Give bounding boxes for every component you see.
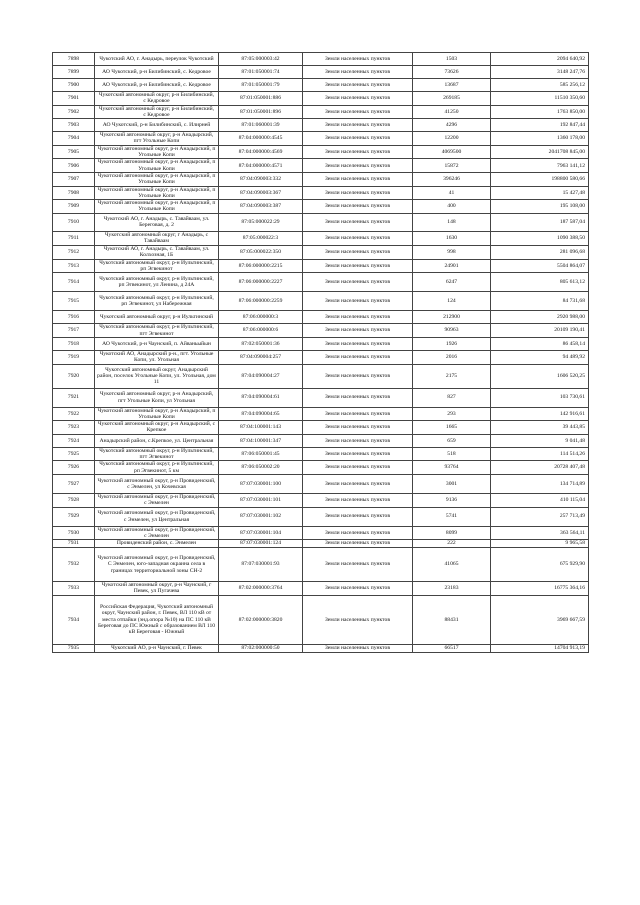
cadastral-value-cell: 5504 864,07: [491, 259, 589, 273]
area-cell: 400: [413, 200, 491, 214]
address-cell: Чукотский автономный округ, р-н Иультинский: [95, 311, 219, 324]
area-cell: 827: [413, 388, 491, 407]
cadastral-value-cell: 195 108,00: [491, 200, 589, 214]
table-row: [53, 434, 589, 447]
cadastral-value-cell: 103 730,61: [491, 388, 589, 407]
area-cell: 1630: [413, 231, 491, 245]
land-category-cell: Земли населенных пунктов: [303, 79, 413, 92]
cadastral-number-cell: 87:07:030001:124: [219, 540, 303, 548]
table-row: [53, 350, 589, 364]
table-row: [53, 145, 589, 159]
cadastral-value-cell: 1763 850,00: [491, 105, 589, 119]
row-number: 7929: [53, 507, 95, 526]
row-number: 7912: [53, 245, 95, 259]
area-cell: 23183: [413, 582, 491, 596]
row-number: 7899: [53, 66, 95, 79]
cadastral-value-cell: 3969 667,59: [491, 595, 589, 644]
table-body: [53, 53, 589, 653]
row-number: 7931: [53, 540, 95, 548]
address-cell: Чукотский АО, г. Анадырь, с. Тавайваам, ул. Колхозная, 1Б: [95, 245, 219, 259]
cadastral-number-cell: 87:04:000000:4545: [219, 132, 303, 146]
address-cell: Чукотский АО, р-н Чаунский, г. Певек: [95, 644, 219, 652]
table-row: [53, 461, 589, 475]
cadastral-value-cell: 142 916,61: [491, 407, 589, 421]
area-cell: 88431: [413, 595, 491, 644]
land-category-cell: Земли населенных пунктов: [303, 259, 413, 273]
address-cell: Чукотский автономный округ, р-н Провиденский, с Энмелен: [95, 493, 219, 507]
land-category-cell: Земли населенных пунктов: [303, 461, 413, 475]
cadastral-value-cell: 2094 640,92: [491, 53, 589, 66]
cadastral-value-cell: 114 514,26: [491, 447, 589, 461]
cadastral-number-cell: 87:01:050001:886: [219, 92, 303, 106]
cadastral-number-cell: 87:05:000022:3: [219, 231, 303, 245]
land-category-cell: Земли населенных пунктов: [303, 407, 413, 421]
land-category-cell: Земли населенных пунктов: [303, 213, 413, 231]
address-cell: Чукотский автономный округ, р-н Иультинский, пгт Эгвекинот: [95, 324, 219, 338]
table-row: [53, 337, 589, 350]
table-row: [53, 474, 589, 493]
area-cell: 8099: [413, 526, 491, 540]
land-category-cell: Земли населенных пунктов: [303, 105, 413, 119]
area-cell: 396246: [413, 172, 491, 186]
area-cell: 66517: [413, 644, 491, 652]
cadastral-number-cell: 87:05:000022:29: [219, 213, 303, 231]
table-row: [53, 92, 589, 106]
row-number: 7923: [53, 421, 95, 435]
table-row: [53, 364, 589, 388]
address-cell: Чукотский автономный округ, р-н Провиденский, с Энмелен, ул Центральная: [95, 507, 219, 526]
table-row: [53, 526, 589, 540]
land-category-cell: Земли населенных пунктов: [303, 526, 413, 540]
cadastral-value-cell: 585 256,12: [491, 79, 589, 92]
row-number: 7932: [53, 548, 95, 582]
area-cell: 998: [413, 245, 491, 259]
cadastral-value-cell: 198800 580,66: [491, 172, 589, 186]
land-category-cell: Земли населенных пунктов: [303, 644, 413, 652]
table-row: [53, 388, 589, 407]
table-row: [53, 493, 589, 507]
area-cell: 73626: [413, 66, 491, 79]
cadastral-number-cell: 87:04:090003:387: [219, 200, 303, 214]
table-row: [53, 507, 589, 526]
row-number: 7917: [53, 324, 95, 338]
cadastral-value-cell: 9 965,58: [491, 540, 589, 548]
land-category-cell: Земли населенных пунктов: [303, 474, 413, 493]
cadastral-value-cell: 39 443,85: [491, 421, 589, 435]
cadastral-number-cell: 87:07:030001:104: [219, 526, 303, 540]
address-cell: Чукотский автономный округ, р-н Билибинский, с Кедровое: [95, 105, 219, 119]
cadastral-value-cell: 192 847,44: [491, 119, 589, 132]
address-cell: Чукотский автономный округ, р-н Анадырский, п Угольные Копи: [95, 186, 219, 200]
cadastral-number-cell: 87:06:000000:2227: [219, 273, 303, 292]
area-cell: 1503: [413, 53, 491, 66]
row-number: 7933: [53, 582, 95, 596]
cadastral-value-cell: 86 458,14: [491, 337, 589, 350]
land-category-cell: Земли населенных пунктов: [303, 186, 413, 200]
land-category-cell: Земли населенных пунктов: [303, 548, 413, 582]
row-number: 7916: [53, 311, 95, 324]
area-cell: 12200: [413, 132, 491, 146]
table-row: [53, 273, 589, 292]
cadastral-value-cell: 257 713,49: [491, 507, 589, 526]
cadastral-number-cell: 87:02:000000:3820: [219, 595, 303, 644]
area-cell: 3001: [413, 474, 491, 493]
address-cell: Чукотский автономный округ, г Анадырь, с Тавайваам: [95, 231, 219, 245]
row-number: 7928: [53, 493, 95, 507]
cadastral-number-cell: 87:06:000000:6: [219, 324, 303, 338]
cadastral-number-cell: 87:04:100001:347: [219, 434, 303, 447]
cadastral-number-cell: 87:07:030001:93: [219, 548, 303, 582]
row-number: 7906: [53, 159, 95, 173]
cadastral-value-cell: 134 714,89: [491, 474, 589, 493]
land-plots-table: [52, 52, 589, 653]
address-cell: Чукотский АО, Анадырский р-н., пгт. Угольные Копи, ул. Угольная: [95, 350, 219, 364]
cadastral-number-cell: 87:06:050001:45: [219, 447, 303, 461]
area-cell: 5741: [413, 507, 491, 526]
land-category-cell: Земли населенных пунктов: [303, 172, 413, 186]
area-cell: 4296: [413, 119, 491, 132]
land-category-cell: Земли населенных пунктов: [303, 595, 413, 644]
cadastral-number-cell: 87:06:050002:20: [219, 461, 303, 475]
table-row: [53, 548, 589, 582]
table-row: [53, 407, 589, 421]
land-category-cell: Земли населенных пунктов: [303, 350, 413, 364]
row-number: 7907: [53, 172, 95, 186]
area-cell: 15872: [413, 159, 491, 173]
area-cell: 293: [413, 407, 491, 421]
land-category-cell: Земли населенных пунктов: [303, 493, 413, 507]
cadastral-number-cell: 87:05:000003:42: [219, 53, 303, 66]
address-cell: Чукотский автономный округ, р-н Анадырский, п Угольные Копи: [95, 200, 219, 214]
cadastral-number-cell: 87:06:000000:3: [219, 311, 303, 324]
address-cell: Чукотский автономный округ, р-н Анадырский, п Угольные Копи: [95, 145, 219, 159]
cadastral-number-cell: 87:07:030001:101: [219, 493, 303, 507]
land-category-cell: Земли населенных пунктов: [303, 540, 413, 548]
table-row: [53, 159, 589, 173]
land-category-cell: Земли населенных пунктов: [303, 66, 413, 79]
table-row: [53, 259, 589, 273]
cadastral-value-cell: 3148 247,76: [491, 66, 589, 79]
table-row: [53, 105, 589, 119]
area-cell: 1665: [413, 421, 491, 435]
cadastral-number-cell: 87:01:050001:74: [219, 66, 303, 79]
cadastral-value-cell: 9 041,48: [491, 434, 589, 447]
table-row: [53, 213, 589, 231]
cadastral-value-cell: 1090 388,50: [491, 231, 589, 245]
area-cell: 9136: [413, 493, 491, 507]
address-cell: Чукотский автономный округ, р-н Анадырский, п Угольные Копи: [95, 407, 219, 421]
land-category-cell: Земли населенных пунктов: [303, 388, 413, 407]
address-cell: Чукотский автономный округ, Анадырский район, поселок Угольные Копи, ул. Угольная, дом 11: [95, 364, 219, 388]
address-cell: АО Чукотский, р-н Билибинский, с. Илирней: [95, 119, 219, 132]
area-cell: 41065: [413, 548, 491, 582]
table-row: [53, 311, 589, 324]
area-cell: 41250: [413, 105, 491, 119]
row-number: 7918: [53, 337, 95, 350]
table-row: [53, 421, 589, 435]
cadastral-value-cell: 20109 190,41: [491, 324, 589, 338]
cadastral-number-cell: 87:07:030001:100: [219, 474, 303, 493]
address-cell: АО Чукотский, р-н Билибинский, с. Кедровое: [95, 66, 219, 79]
land-category-cell: Земли населенных пунктов: [303, 159, 413, 173]
cadastral-number-cell: 87:07:030001:102: [219, 507, 303, 526]
row-number: 7900: [53, 79, 95, 92]
land-category-cell: Земли населенных пунктов: [303, 200, 413, 214]
row-number: 7935: [53, 644, 95, 652]
address-cell: Чукотский АО, г. Анадырь, с. Тавайваам, ул. Береговая, д. 2: [95, 213, 219, 231]
row-number: 7904: [53, 132, 95, 146]
table-row: [53, 200, 589, 214]
cadastral-number-cell: 87:04:090003:332: [219, 172, 303, 186]
cadastral-value-cell: 1606 520,25: [491, 364, 589, 388]
address-cell: АО Чукотский, р-н Чаунский, п. Айваньыйын: [95, 337, 219, 350]
land-category-cell: Земли населенных пунктов: [303, 245, 413, 259]
cadastral-number-cell: 87:01:060001:39: [219, 119, 303, 132]
land-category-cell: Земли населенных пунктов: [303, 273, 413, 292]
address-cell: Чукотский АО, г. Анадырь, переулок Чукотский: [95, 53, 219, 66]
area-cell: 6247: [413, 273, 491, 292]
address-cell: Чукотский автономный округ, р-н Анадырский, п Угольные Копи: [95, 172, 219, 186]
area-cell: 222: [413, 540, 491, 548]
row-number: 7924: [53, 434, 95, 447]
table-row: [53, 79, 589, 92]
land-category-cell: Земли населенных пунктов: [303, 421, 413, 435]
land-category-cell: Земли населенных пунктов: [303, 434, 413, 447]
row-number: 7901: [53, 92, 95, 106]
cadastral-value-cell: 20728 407,48: [491, 461, 589, 475]
cadastral-value-cell: 2920 988,00: [491, 311, 589, 324]
cadastral-value-cell: 410 115,04: [491, 493, 589, 507]
address-cell: Чукотский автономный округ, р-н Провиденский, с Энмелен: [95, 526, 219, 540]
table-row: [53, 172, 589, 186]
cadastral-number-cell: 87:04:000000:4569: [219, 145, 303, 159]
address-cell: Чукотский автономный округ, р-н Иультинский, рп Эгвекинот, ул Ленина, д 24А: [95, 273, 219, 292]
cadastral-number-cell: 87:04:000000:4571: [219, 159, 303, 173]
address-cell: Чукотский автономный округ, р-н Билибинский, с Кедровое: [95, 92, 219, 106]
address-cell: АО Чукотский, р-н Билибинский, с. Кедровое: [95, 79, 219, 92]
address-cell: Анадырский район, с.Крепкое, ул. Центральная: [95, 434, 219, 447]
land-category-cell: Земли населенных пунктов: [303, 132, 413, 146]
cadastral-value-cell: 11510 350,60: [491, 92, 589, 106]
table-row: [53, 119, 589, 132]
row-number: 7911: [53, 231, 95, 245]
table-row: [53, 245, 589, 259]
land-category-cell: Земли населенных пунктов: [303, 311, 413, 324]
cadastral-value-cell: 187 587,04: [491, 213, 589, 231]
cadastral-value-cell: 2041708 845,00: [491, 145, 589, 159]
land-category-cell: Земли населенных пунктов: [303, 582, 413, 596]
row-number: 7926: [53, 461, 95, 475]
land-category-cell: Земли населенных пунктов: [303, 53, 413, 66]
row-number: 7920: [53, 364, 95, 388]
cadastral-number-cell: 87:02:000000:3764: [219, 582, 303, 596]
row-number: 7915: [53, 292, 95, 311]
row-number: 7934: [53, 595, 95, 644]
area-cell: 41: [413, 186, 491, 200]
area-cell: 2175: [413, 364, 491, 388]
land-category-cell: Земли населенных пунктов: [303, 364, 413, 388]
address-cell: Чукотский автономный округ, р-н Анадырский, пгт Угольные Копи: [95, 132, 219, 146]
row-number: 7898: [53, 53, 95, 66]
area-cell: 269185: [413, 92, 491, 106]
row-number: 7927: [53, 474, 95, 493]
land-category-cell: Земли населенных пунктов: [303, 447, 413, 461]
land-category-cell: Земли населенных пунктов: [303, 92, 413, 106]
cadastral-number-cell: 87:04:100001:143: [219, 421, 303, 435]
area-cell: 124: [413, 292, 491, 311]
table-row: [53, 447, 589, 461]
area-cell: 13687: [413, 79, 491, 92]
row-number: 7908: [53, 186, 95, 200]
land-category-cell: Земли населенных пунктов: [303, 145, 413, 159]
cadastral-number-cell: 87:02:000000:50: [219, 644, 303, 652]
table-row: [53, 231, 589, 245]
row-number: 7905: [53, 145, 95, 159]
area-cell: 518: [413, 447, 491, 461]
area-cell: 659: [413, 434, 491, 447]
row-number: 7913: [53, 259, 95, 273]
address-cell: Чукотский автономный округ, р-н Иультинский, рп Эгвекинот, ул Набережная: [95, 292, 219, 311]
table-row: [53, 582, 589, 596]
row-number: 7903: [53, 119, 95, 132]
area-cell: 4069500: [413, 145, 491, 159]
cadastral-number-cell: 87:01:050001:896: [219, 105, 303, 119]
row-number: 7922: [53, 407, 95, 421]
area-cell: 24901: [413, 259, 491, 273]
cadastral-value-cell: 15 427,48: [491, 186, 589, 200]
address-cell: Чукотский автономный округ, р-н Иультинский, рп Эгвекинот: [95, 259, 219, 273]
address-cell: Чукотский автономный округ, р-н Анадырский, п Угольные Копи: [95, 159, 219, 173]
cadastral-value-cell: 363 564,11: [491, 526, 589, 540]
cadastral-value-cell: 94 489,92: [491, 350, 589, 364]
row-number: 7914: [53, 273, 95, 292]
address-cell: Чукотский автономный округ, р-н Анадырский, с Крепкое: [95, 421, 219, 435]
address-cell: Чукотский автономный округ, р-н Провиденский, С Энмелен, юго-западная окраина села в границах территориальной зоны СН-2: [95, 548, 219, 582]
area-cell: 1926: [413, 337, 491, 350]
cadastral-number-cell: 87:04:090004:65: [219, 407, 303, 421]
table-row: [53, 540, 589, 548]
cadastral-number-cell: 87:04:090004:61: [219, 388, 303, 407]
land-category-cell: Земли населенных пунктов: [303, 119, 413, 132]
address-cell: Чукотский автономный округ, р-н Анадырский, пгт Угольные Копи, ул Угольная: [95, 388, 219, 407]
table-row: [53, 66, 589, 79]
row-number: 7910: [53, 213, 95, 231]
cadastral-number-cell: 87:06:000000:2259: [219, 292, 303, 311]
address-cell: Российская Федерация, Чукотский автономный округ, Чаунский район, г. Певек, ВЛ 110 кВ от места отпайки (энд.опора №10) на ПС 110 кВ Береговая до ПС Южный с образованием ВЛ 110 кВ Береговая - Южный: [95, 595, 219, 644]
cadastral-value-cell: 84 731,68: [491, 292, 589, 311]
address-cell: Чукотский автономный округ, р-н Провиденский, с Энмелен, ул Кочевская: [95, 474, 219, 493]
land-registry-sheet: [52, 52, 588, 653]
area-cell: 90963: [413, 324, 491, 338]
area-cell: 212900: [413, 311, 491, 324]
land-category-cell: Земли населенных пунктов: [303, 337, 413, 350]
cadastral-value-cell: 805 613,12: [491, 273, 589, 292]
cadastral-number-cell: 87:04:090003:367: [219, 186, 303, 200]
land-category-cell: Земли населенных пунктов: [303, 292, 413, 311]
cadastral-number-cell: 87:05:000022:350: [219, 245, 303, 259]
land-category-cell: Земли населенных пунктов: [303, 324, 413, 338]
table-row: [53, 132, 589, 146]
row-number: 7925: [53, 447, 95, 461]
row-number: 7902: [53, 105, 95, 119]
row-number: 7930: [53, 526, 95, 540]
cadastral-value-cell: 16775 364,16: [491, 582, 589, 596]
area-cell: 148: [413, 213, 491, 231]
table-row: [53, 324, 589, 338]
cadastral-value-cell: 281 096,68: [491, 245, 589, 259]
table-row: [53, 595, 589, 644]
area-cell: 93764: [413, 461, 491, 475]
table-row: [53, 53, 589, 66]
row-number: 7921: [53, 388, 95, 407]
address-cell: Чукотский автономный округ, р-н Иультинский, пгт Эгвекинот: [95, 447, 219, 461]
address-cell: Чукотский автономный округ, р-н Иультинский, рп Эгвекинот, 5 км: [95, 461, 219, 475]
address-cell: Провиденский район, с. Энмелен: [95, 540, 219, 548]
table-row: [53, 292, 589, 311]
cadastral-value-cell: 1360 178,00: [491, 132, 589, 146]
table-row: [53, 186, 589, 200]
cadastral-number-cell: 87:02:050001:36: [219, 337, 303, 350]
cadastral-number-cell: 87:04:090004:257: [219, 350, 303, 364]
cadastral-number-cell: 87:06:000000:2215: [219, 259, 303, 273]
area-cell: 2016: [413, 350, 491, 364]
address-cell: Чукотский автономный округ, р-н Чаунский, г Певек, ул Пугачева: [95, 582, 219, 596]
table-row: [53, 644, 589, 652]
land-category-cell: Земли населенных пунктов: [303, 231, 413, 245]
row-number: 7909: [53, 200, 95, 214]
cadastral-number-cell: 87:04:090004:27: [219, 364, 303, 388]
cadastral-value-cell: 14704 913,19: [491, 644, 589, 652]
cadastral-value-cell: 7963 141,12: [491, 159, 589, 173]
cadastral-value-cell: 675 929,90: [491, 548, 589, 582]
cadastral-number-cell: 87:01:050001:79: [219, 79, 303, 92]
row-number: 7919: [53, 350, 95, 364]
land-category-cell: Земли населенных пунктов: [303, 507, 413, 526]
